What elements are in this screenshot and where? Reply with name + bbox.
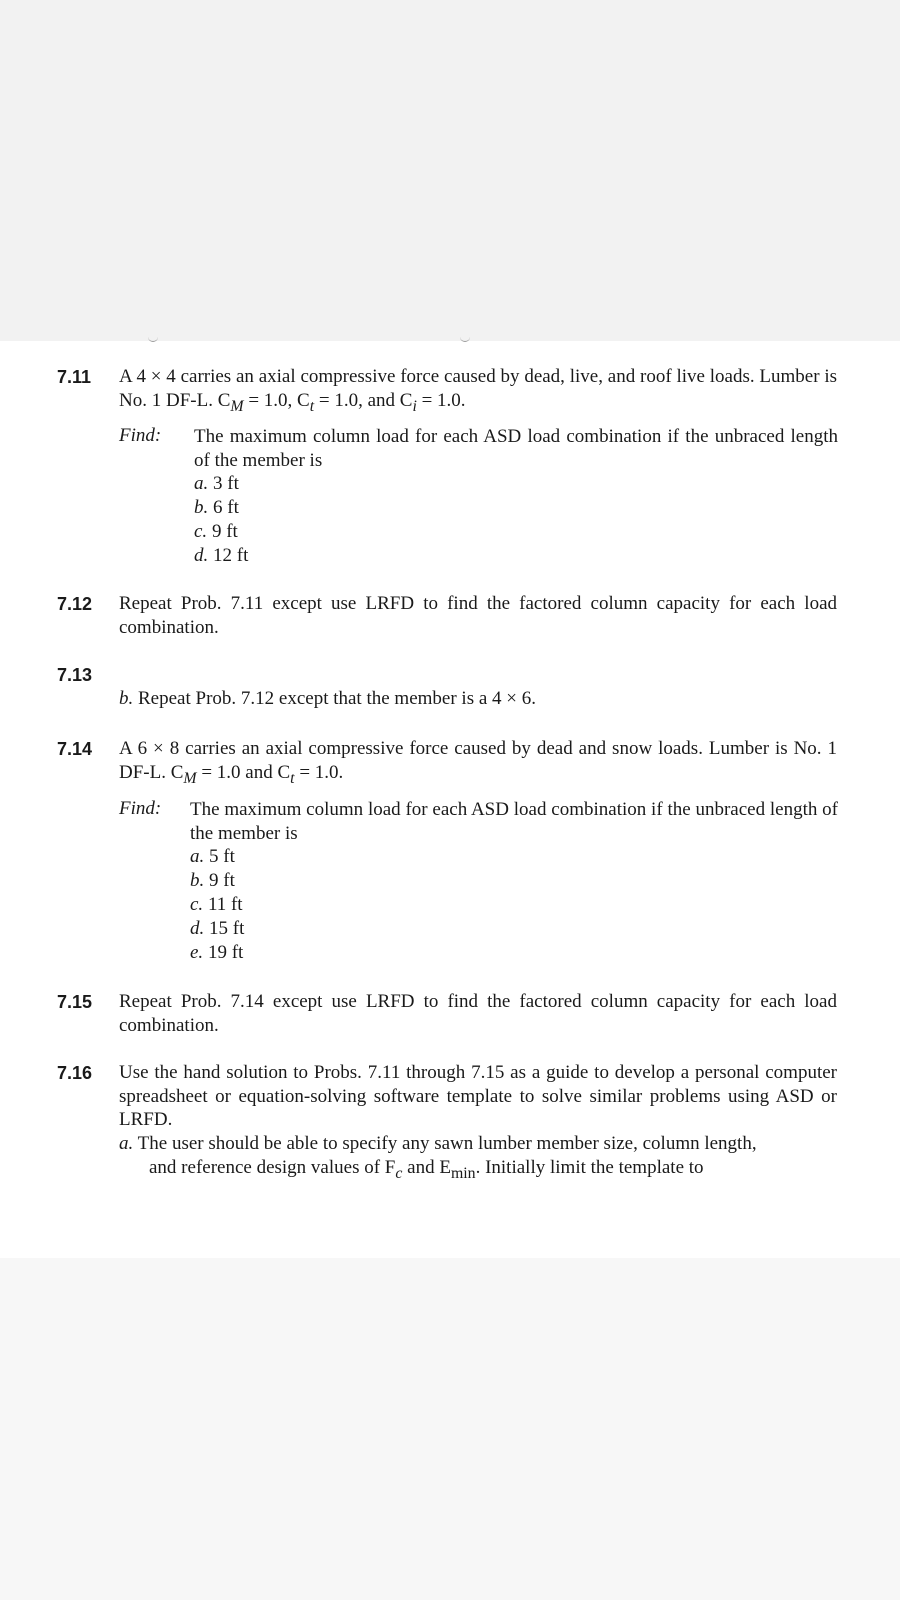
statement-text: Repeat Prob. 7.12 except that the member is a 4 × 6. [138, 688, 536, 709]
problem-number: 7.16 [57, 1063, 93, 1083]
item-letter: b. [119, 688, 134, 709]
clipped-glyph [460, 337, 470, 342]
ct-subscript: t [290, 769, 295, 787]
top-background [0, 0, 900, 341]
ci-value: = 1.0. [416, 389, 466, 411]
problem-statement: Use the hand solution to Probs. 7.11 through 7.15 as a guide to develop a personal computer spreadsheet or equation-solving software template to solve similar problems using ASD or LRFD. [119, 1062, 837, 1130]
list-item: d. 15 ft [190, 918, 245, 939]
problem-number: 7.11 [57, 367, 92, 387]
problem-statement: Repeat Prob. 7.14 except use LRFD to find the factored column capacity for each load combination. [119, 991, 837, 1036]
problem-number: 7.14 [57, 739, 93, 759]
problem-number: 7.12 [57, 594, 93, 614]
ct-value: = 1.0, and C [314, 389, 413, 411]
list-item: d. 12 ft [194, 545, 249, 566]
find-label: Find: [119, 425, 162, 446]
cm-subscript: M [183, 769, 197, 787]
cm-value: = 1.0, C [243, 389, 310, 411]
find-text: The maximum column load for each ASD load combination if the unbraced length of the member is [190, 799, 838, 844]
list-item: a. 5 ft [190, 846, 235, 867]
sub-item-text: The user should be able to specify any sawn lumber member size, column length, [137, 1133, 757, 1154]
list-item: b. 6 ft [194, 497, 239, 518]
problem-number: 7.15 [57, 992, 93, 1012]
document-page [0, 341, 900, 1258]
sub-item-text: and E [402, 1156, 451, 1178]
problem-statement [119, 737, 837, 790]
sub-item-a [119, 1132, 837, 1185]
ct-value: = 1.0. [294, 761, 344, 783]
emin-subscript: min [450, 1164, 476, 1182]
item-letter: a. [119, 1133, 134, 1154]
sub-item-text: . Initially limit the template to [475, 1156, 704, 1178]
statement-text: A 6 × 8 carries an axial compressive force caused by dead and snow loads. Lumber is No. 1 DF-L. C [119, 738, 837, 783]
statement-text: A 4 × 4 carries an axial compressive force caused by dead, live, and roof live loads. Lumber is No. 1 DF-L. C [119, 366, 837, 411]
find-text: The maximum column load for each ASD load combination if the unbraced length of the member is [194, 426, 838, 471]
sub-item-text: and reference design values of F [149, 1156, 396, 1178]
cm-subscript: M [230, 397, 244, 415]
list-item: e. 19 ft [190, 942, 244, 963]
fc-subscript: c [395, 1164, 403, 1182]
list-item: c. 11 ft [190, 894, 243, 915]
clipped-glyph [148, 337, 158, 342]
find-label: Find: [119, 798, 162, 819]
list-item: b. 9 ft [190, 870, 235, 891]
problem-statement [119, 687, 837, 711]
cm-value: = 1.0 and C [196, 761, 291, 783]
problem-statement: Repeat Prob. 7.11 except use LRFD to find the factored column capacity for each load combination. [119, 593, 837, 638]
problem-statement [119, 365, 837, 418]
problem-number: 7.13 [57, 665, 93, 685]
list-item: a. 3 ft [194, 473, 239, 494]
list-item: c. 9 ft [194, 521, 238, 542]
ct-subscript: t [309, 397, 315, 415]
bottom-background [0, 1258, 900, 1600]
ci-subscript: i [412, 397, 417, 415]
